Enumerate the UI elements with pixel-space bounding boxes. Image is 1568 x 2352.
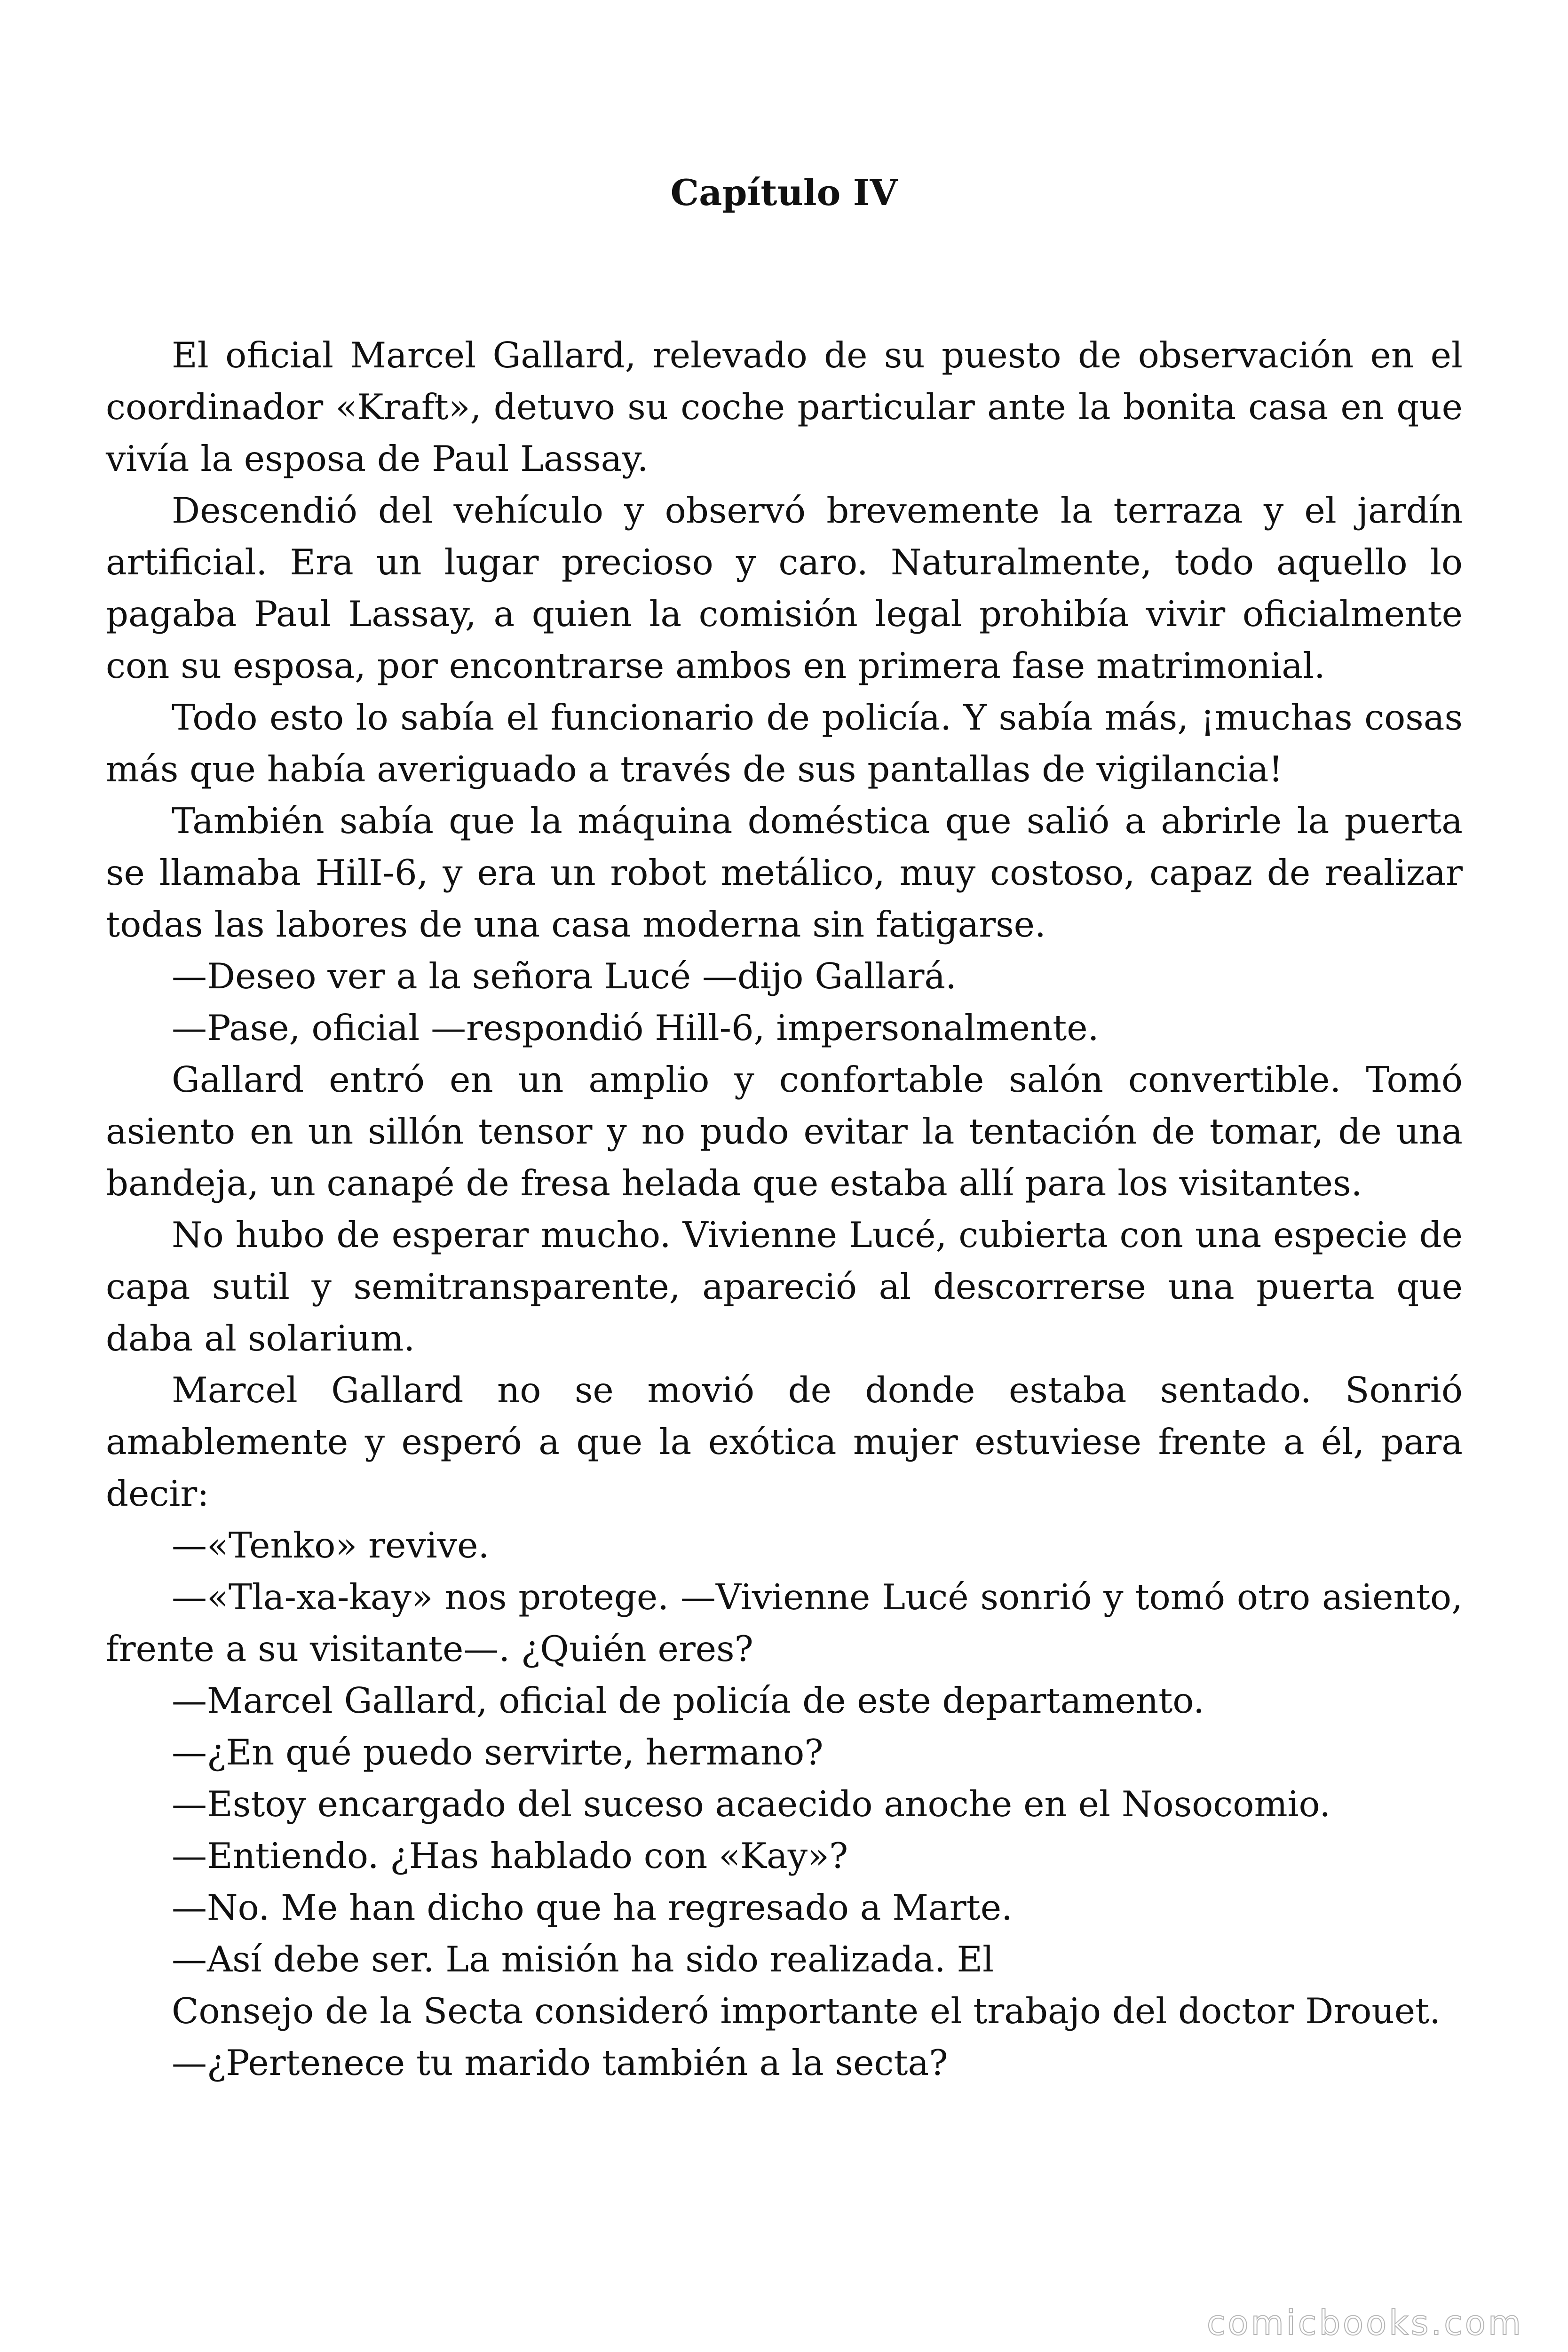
paragraph: Marcel Gallard no se movió de donde estaba sentado. Sonrió amablemente y esperó a que la exótica mujer estuviese frente a él, para decir: bbox=[106, 1369, 1463, 1514]
paragraph: El oficial Marcel Gallard, relevado de su puesto de observación en el coordinador «Kraft», detuvo su coche particular ante la bonita casa en que vivía la esposa de Paul Lassay. bbox=[106, 334, 1463, 479]
dialogue-line: —Pase, oficial —respondió Hill-6, impersonalmente. bbox=[172, 1007, 1099, 1049]
dialogue-line: —¿Pertenece tu marido también a la secta? bbox=[172, 2042, 948, 2083]
paragraph: Consejo de la Secta consideró importante el trabajo del doctor Drouet. bbox=[172, 1990, 1441, 2032]
watermark: comicbooks.com bbox=[1206, 2303, 1523, 2343]
dialogue-line: —No. Me han dicho que ha regresado a Marte. bbox=[172, 1887, 1013, 1928]
dialogue-line: —¿En qué puedo servirte, hermano? bbox=[172, 1732, 824, 1773]
dialogue-line: —«Tenko» revive. bbox=[172, 1525, 490, 1566]
paragraph: Descendió del vehículo y observó brevemente la terraza y el jardín artificial. Era un lugar precioso y caro. Naturalmente, todo aquello lo pagaba Paul Lassay, a quien la comisión legal prohibía vivir oficialmente con su esposa, por encontrarse ambos en primera fase matrimonial. bbox=[106, 490, 1463, 686]
paragraph: Gallard entró en un amplio y confortable salón convertible. Tomó asiento en un sillón tensor y no pudo evitar la tentación de tomar, de una bandeja, un canapé de fresa helada que estaba allí para los visitantes. bbox=[106, 1059, 1463, 1204]
chapter-title: Capítulo IV bbox=[670, 172, 898, 214]
paragraph: También sabía que la máquina doméstica que salió a abrirle la puerta se llamaba HilI-6, y era un robot metálico, muy costoso, capaz de realizar todas las labores de una casa moderna sin fatigarse. bbox=[106, 800, 1463, 945]
dialogue-line: —Deseo ver a la señora Lucé —dijo Gallará. bbox=[172, 955, 957, 997]
dialogue-line: —«Tla-xa-kay» nos protege. —Vivienne Lucé sonrió y tomó otro asiento, frente a su visitante—. ¿Quién eres? bbox=[106, 1576, 1463, 1669]
paragraph: No hubo de esperar mucho. Vivienne Lucé, cubierta con una especie de capa sutil y semitransparente, apareció al descorrerse una puerta que daba al solarium. bbox=[106, 1214, 1463, 1359]
dialogue-line: —Entiendo. ¿Has hablado con «Kay»? bbox=[172, 1835, 848, 1876]
dialogue-line: —Estoy encargado del suceso acaecido anoche en el Nosocomio. bbox=[172, 1783, 1331, 1825]
paragraph: Todo esto lo sabía el funcionario de policía. Y sabía más, ¡muchas cosas más que había averiguado a través de sus pantallas de vigilancia! bbox=[106, 697, 1463, 790]
chapter-body bbox=[106, 329, 1463, 2089]
dialogue-line: —Así debe ser. La misión ha sido realizada. El bbox=[172, 1939, 994, 1980]
dialogue-line: —Marcel Gallard, oficial de policía de este departamento. bbox=[172, 1680, 1204, 1721]
